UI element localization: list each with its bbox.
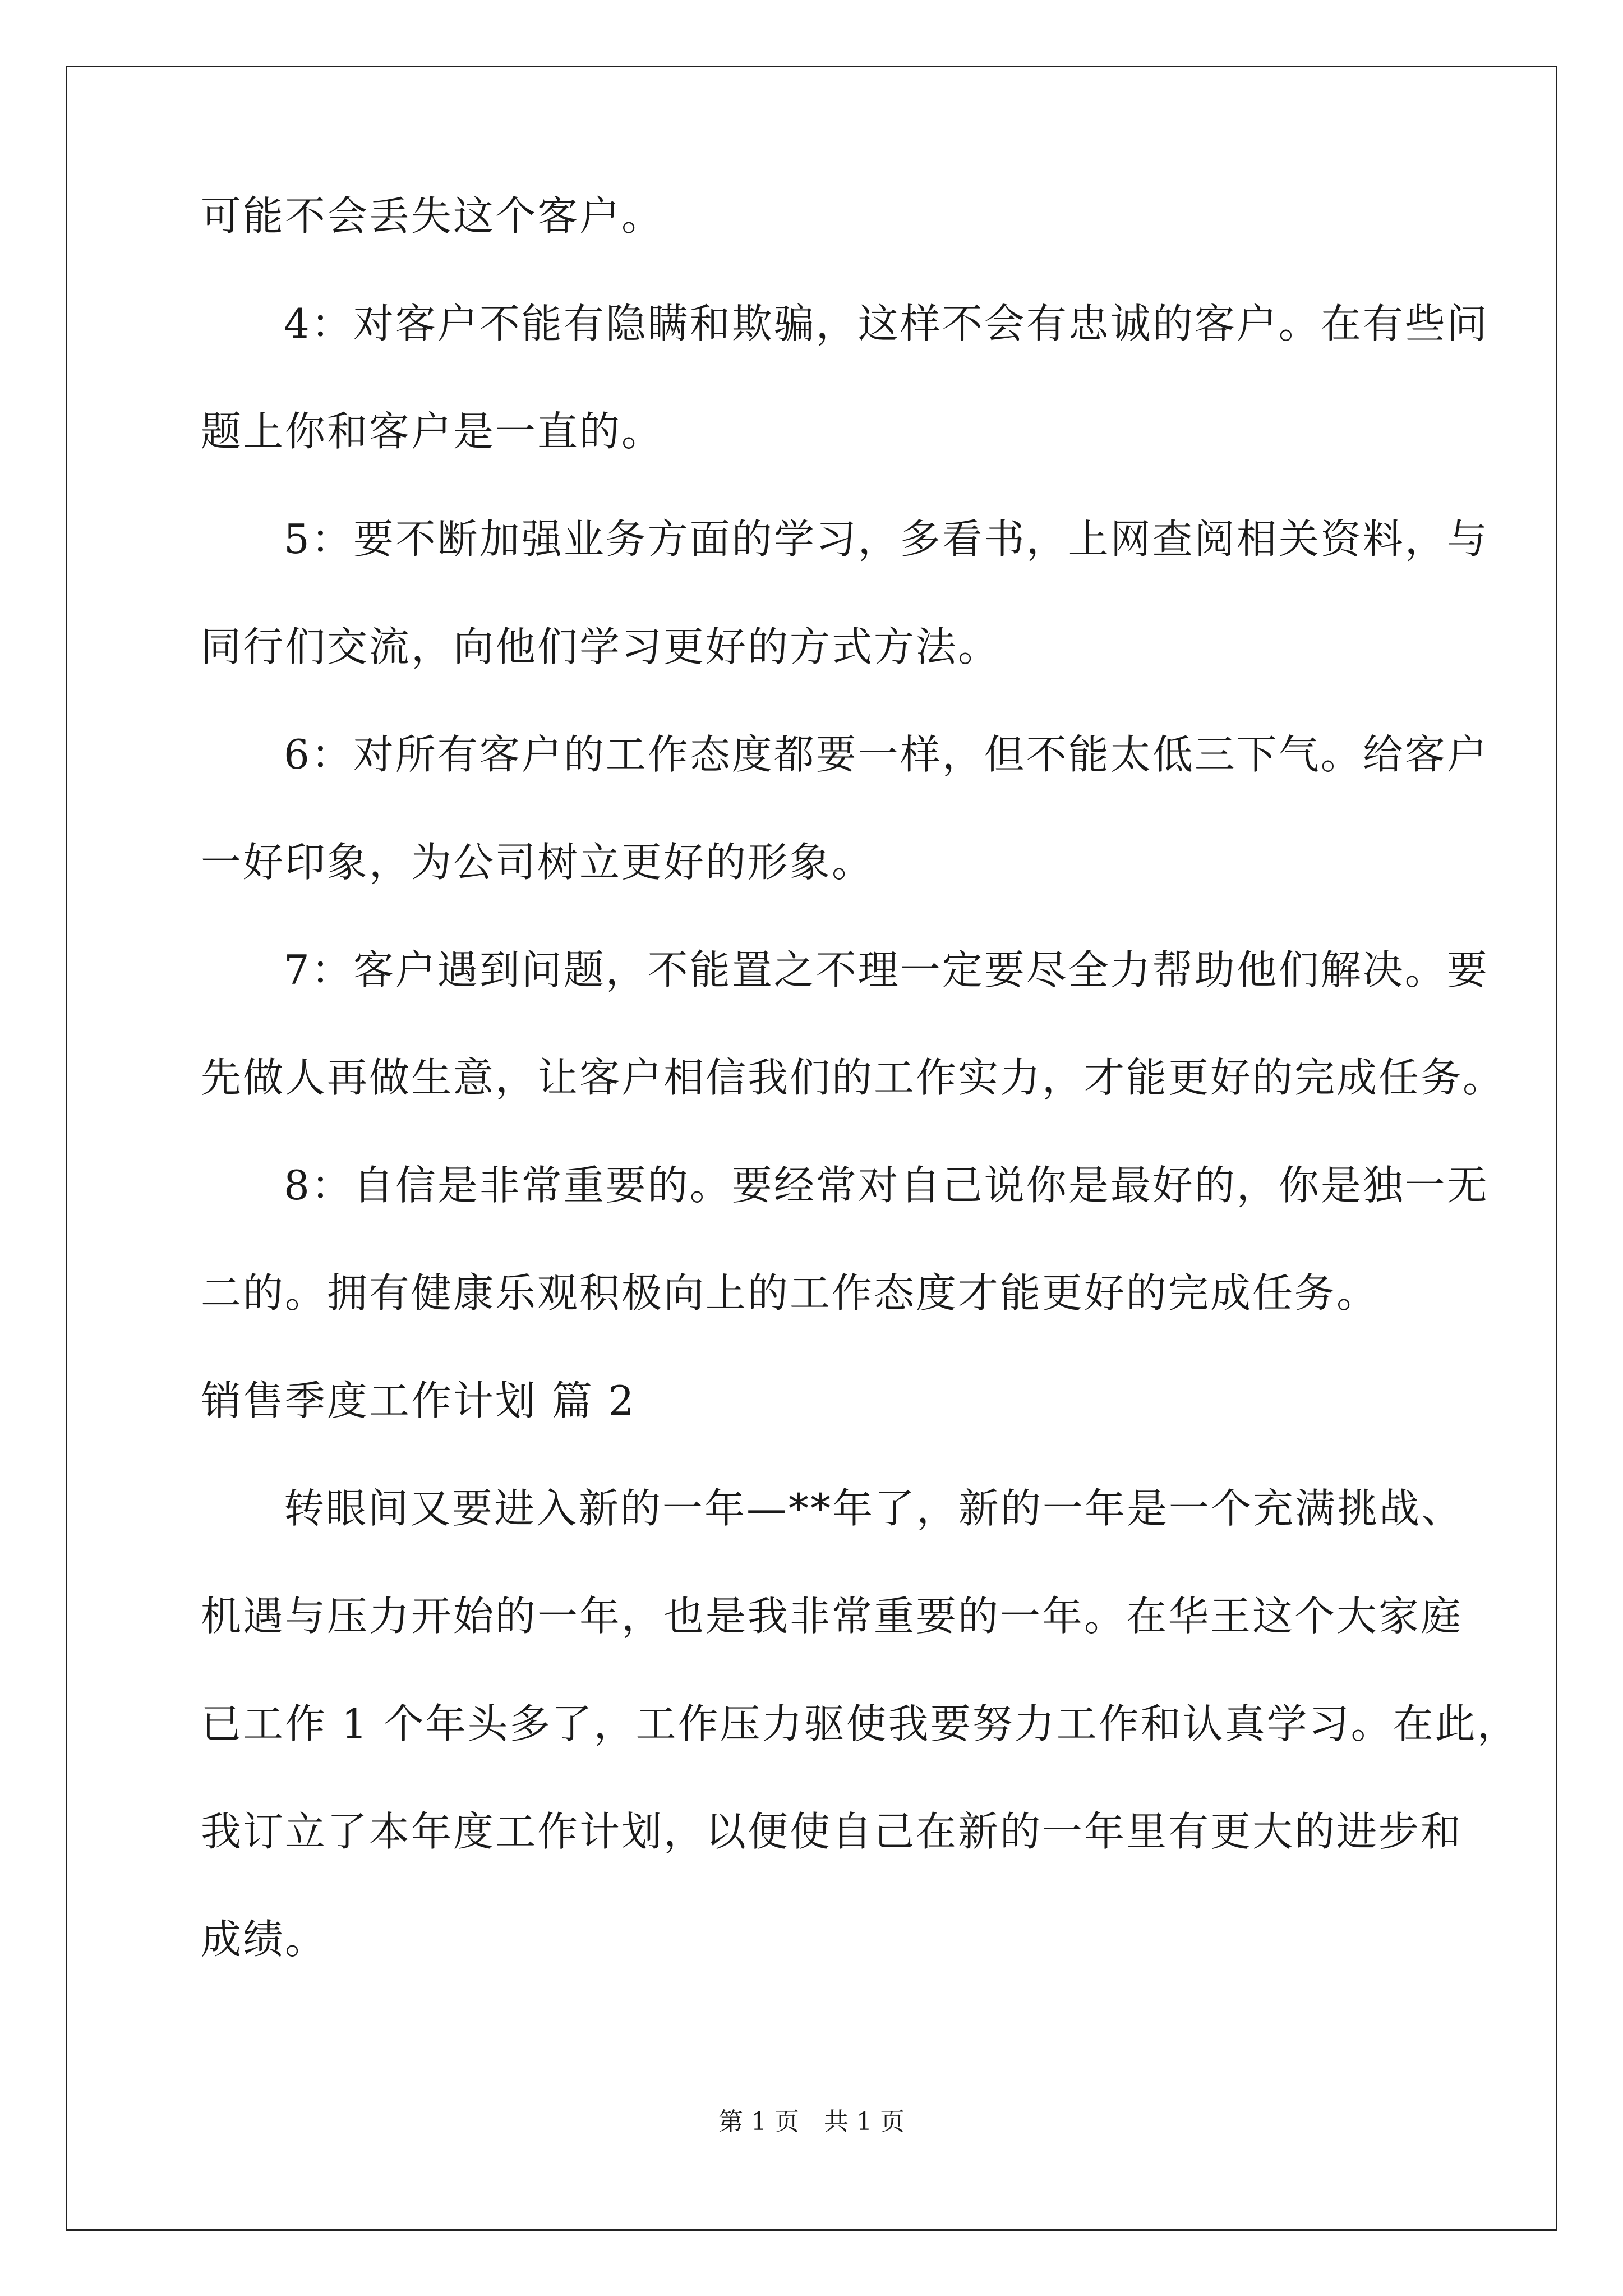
- paragraph-line: 可能不会丢失这个客户。: [201, 192, 664, 240]
- paragraph-line: 4：对客户不能有隐瞒和欺骗，这样不会有忠诚的客户。在有些问: [284, 300, 1489, 347]
- page-number-footer: 第 1 页 共 1 页: [718, 2108, 905, 2136]
- paragraph-line: 一好印象，为公司树立更好的形象。: [201, 839, 874, 886]
- paragraph-line: 成绩。: [201, 1916, 328, 1963]
- paragraph-line: 我订立了本年度工作计划，以便使自己在新的一年里有更大的进步和: [201, 1808, 1463, 1855]
- paragraph-line: 6：对所有客户的工作态度都要一样，但不能太低三下气。给客户: [284, 731, 1489, 778]
- paragraph-line: 同行们交流，向他们学习更好的方式方法。: [201, 623, 1000, 670]
- paragraph-line: 7：客户遇到问题，不能置之不理一定要尽全力帮助他们解决。要: [284, 946, 1489, 993]
- paragraph-line: 8：自信是非常重要的。要经常对自己说你是最好的，你是独一无: [284, 1162, 1489, 1209]
- paragraph-line: 转眼间又要进入新的一年—**年了，新的一年是一个充满挑战、: [284, 1485, 1464, 1532]
- paragraph-line: 5：要不断加强业务方面的学习，多看书，上网查阅相关资料，与: [284, 516, 1489, 563]
- paragraph-line: 已工作 1 个年头多了，工作压力驱使我要努力工作和认真学习。在此，: [201, 1700, 1519, 1747]
- paragraph-line: 先做人再做生意，让客户相信我们的工作实力，才能更好的完成任务。: [201, 1054, 1505, 1101]
- page-border: [66, 66, 1557, 2231]
- paragraph-line: 题上你和客户是一直的。: [201, 408, 664, 455]
- section-heading: 销售季度工作计划 篇 2: [201, 1377, 636, 1424]
- paragraph-line: 二的。拥有健康乐观积极向上的工作态度才能更好的完成任务。: [201, 1269, 1379, 1317]
- paragraph-line: 机遇与压力开始的一年，也是我非常重要的一年。在华王这个大家庭: [201, 1593, 1463, 1640]
